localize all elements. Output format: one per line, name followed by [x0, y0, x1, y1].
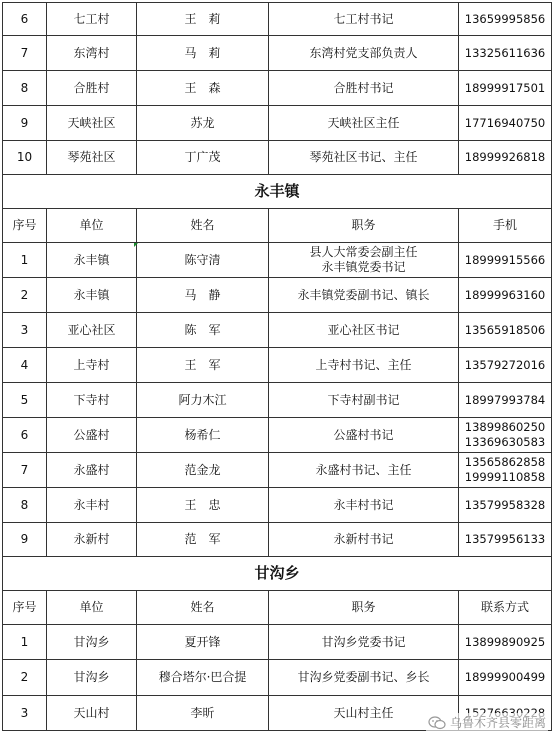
column-header-name: 姓名: [137, 591, 269, 625]
watermark: [426, 713, 548, 732]
table-header-row: [3, 209, 552, 243]
cell-unit: [47, 141, 137, 175]
cell-line: 丁广茂: [184, 150, 221, 164]
cell-line: 甘沟乡党委副书记、乡长: [297, 670, 430, 684]
cell-line: 甘沟乡: [73, 634, 110, 649]
cell-line: 7: [20, 462, 29, 477]
table-row: [3, 383, 552, 418]
cell-line: 琴苑社区书记、主任: [309, 150, 418, 164]
cell-line: 东湾村党支部负责人: [309, 45, 418, 60]
table-row: [3, 660, 552, 696]
cell-name: [137, 383, 269, 418]
cell-line: 下寺村副书记: [327, 392, 400, 407]
cell-line: 永丰村: [73, 497, 110, 512]
cell-phone: [459, 36, 552, 71]
table-header-row: [3, 591, 552, 625]
cell-name: [137, 106, 269, 141]
cell-unit: [47, 696, 137, 731]
cell-position: [269, 141, 459, 175]
cell-position: [269, 71, 459, 106]
cell-name: [137, 141, 269, 175]
cell-line: 下寺村: [73, 392, 110, 407]
cell-unit: [47, 36, 137, 71]
cell-line: 2: [20, 670, 29, 684]
cell-line: 马 静: [184, 287, 221, 302]
cell-unit: [47, 418, 137, 453]
cell-name: [137, 453, 269, 488]
cell-line: 3: [20, 322, 29, 337]
cell-line: 上寺村书记、主任: [315, 357, 412, 372]
section-title: 甘沟乡: [3, 557, 552, 591]
cell-unit: [47, 348, 137, 383]
cell-line: 永丰镇: [73, 252, 110, 267]
cell-name: [137, 523, 269, 557]
cell-line: 永丰镇党委副书记、镇长: [297, 287, 430, 302]
cell-line: 李昕: [190, 705, 215, 720]
cell-line: 范 军: [184, 532, 221, 546]
cell-line: 8: [20, 497, 29, 512]
cell-line: 19999110858: [464, 470, 546, 484]
column-header-unit: 单位: [47, 591, 137, 625]
cell-unit: [47, 383, 137, 418]
cell-position: [269, 243, 459, 278]
cell-line: 公盛村: [73, 427, 110, 442]
cell-line: 13659995856: [464, 11, 546, 26]
table-row: [3, 36, 552, 71]
cell-line: 13899890925: [464, 634, 546, 649]
column-header-position: 职务: [269, 209, 459, 243]
column-header-unit: 单位: [47, 209, 137, 243]
cell-phone: [459, 523, 552, 557]
cell-phone: [459, 488, 552, 523]
table-row: [3, 453, 552, 488]
cell-position: [269, 348, 459, 383]
column-header-phone: 手机: [459, 209, 552, 243]
section-title: 永丰镇: [3, 175, 552, 209]
cell-unit: [47, 453, 137, 488]
cell-unit: [47, 243, 137, 278]
table-row: [3, 348, 552, 383]
cell-line: 8: [20, 80, 29, 95]
cell-line: 6: [20, 427, 29, 442]
cell-line: 七工村: [73, 11, 110, 26]
cell-corner-mark: [134, 243, 138, 247]
table-row: [3, 488, 552, 523]
cell-line: 天峡社区主任: [327, 115, 400, 130]
cell-line: 13579956133: [464, 532, 546, 546]
cell-unit: [47, 625, 137, 660]
cell-name: [137, 488, 269, 523]
cell-line: 3: [20, 705, 29, 720]
cell-phone: [459, 106, 552, 141]
cell-phone: [459, 3, 552, 36]
cell-position: [269, 488, 459, 523]
cell-index: [3, 348, 47, 383]
cell-name: [137, 3, 269, 36]
cell-index: [3, 36, 47, 71]
cell-name: [137, 696, 269, 731]
cell-line: 甘沟乡: [73, 670, 110, 684]
cell-line: 穆合塔尔·巴合提: [158, 670, 247, 684]
cell-position: [269, 418, 459, 453]
contact-table: [2, 2, 552, 731]
cell-line: 七工村书记: [333, 11, 394, 26]
section-title-row: [3, 175, 552, 209]
cell-line: 18997993784: [464, 392, 546, 407]
cell-position: [269, 278, 459, 313]
cell-position: [269, 453, 459, 488]
cell-index: [3, 278, 47, 313]
cell-phone: [459, 660, 552, 696]
cell-position: [269, 523, 459, 557]
table-row: [3, 625, 552, 660]
cell-unit: [47, 278, 137, 313]
cell-line: 甘沟乡党委书记: [321, 634, 406, 649]
cell-line: 陈 军: [184, 322, 221, 337]
cell-position: [269, 383, 459, 418]
cell-position: [269, 625, 459, 660]
table-row: [3, 523, 552, 557]
cell-line: 夏开锋: [184, 634, 221, 649]
table-row: [3, 243, 552, 278]
cell-name: [137, 313, 269, 348]
cell-index: [3, 383, 47, 418]
cell-line: 9: [20, 532, 29, 546]
cell-line: 亚心社区: [67, 322, 116, 337]
cell-position: [269, 313, 459, 348]
cell-line: 亚心社区书记: [327, 322, 400, 337]
cell-line: 苏龙: [190, 115, 215, 130]
cell-phone: [459, 453, 552, 488]
cell-line: 永丰镇: [73, 287, 110, 302]
column-header-index: 序号: [3, 209, 47, 243]
cell-line: 13369630583: [464, 435, 546, 449]
table-row: [3, 313, 552, 348]
cell-line: 东湾村: [73, 45, 110, 60]
cell-line: 5: [20, 392, 29, 407]
cell-position: [269, 3, 459, 36]
column-header-name: 姓名: [137, 209, 269, 243]
cell-name: [137, 348, 269, 383]
cell-line: 1: [20, 634, 29, 649]
cell-line: 县人大常委会副主任: [309, 245, 418, 259]
cell-index: [3, 313, 47, 348]
cell-line: 永新村: [73, 532, 110, 546]
cell-name: [137, 243, 269, 278]
cell-phone: [459, 383, 552, 418]
cell-line: 永盛村书记、主任: [315, 462, 412, 477]
cell-line: 天山村: [73, 705, 110, 720]
watermark-text: 乌鲁木齐县零距离: [449, 716, 546, 730]
cell-phone: [459, 625, 552, 660]
cell-index: [3, 71, 47, 106]
cell-line: 陈守清: [184, 252, 221, 267]
cell-line: 13579272016: [464, 357, 546, 372]
table-row: [3, 3, 552, 36]
table-row: [3, 278, 552, 313]
table-row: [3, 418, 552, 453]
cell-line: 上寺村: [73, 357, 110, 372]
cell-line: 9: [20, 115, 29, 130]
cell-name: [137, 418, 269, 453]
cell-line: 王 忠: [184, 497, 221, 512]
cell-line: 王 森: [184, 80, 221, 95]
cell-index: [3, 243, 47, 278]
column-header-index: 序号: [3, 591, 47, 625]
cell-phone: [459, 278, 552, 313]
cell-position: [269, 660, 459, 696]
cell-index: [3, 106, 47, 141]
cell-line: 18999900499: [464, 670, 546, 684]
cell-unit: [47, 523, 137, 557]
cell-unit: [47, 71, 137, 106]
cell-line: 13565918506: [464, 322, 546, 337]
cell-name: [137, 71, 269, 106]
column-header-position: 职务: [269, 591, 459, 625]
cell-line: 18999926818: [464, 150, 546, 164]
cell-line: 合胜村: [73, 80, 110, 95]
cell-index: [3, 696, 47, 731]
cell-index: [3, 141, 47, 175]
cell-phone: [459, 313, 552, 348]
cell-line: 马 莉: [184, 45, 221, 60]
cell-line: 18999915566: [464, 252, 546, 267]
cell-index: [3, 660, 47, 696]
cell-name: [137, 625, 269, 660]
cell-unit: [47, 106, 137, 141]
cell-unit: [47, 660, 137, 696]
cell-line: 永新村书记: [333, 532, 394, 546]
column-header-phone: 联系方式: [459, 591, 552, 625]
cell-line: 阿力木江: [178, 392, 227, 407]
cell-index: [3, 453, 47, 488]
cell-name: [137, 278, 269, 313]
cell-line: 13579958328: [464, 497, 546, 512]
cell-line: 13325611636: [464, 45, 546, 60]
cell-line: 10: [16, 150, 33, 164]
cell-name: [137, 660, 269, 696]
cell-line: 17716940750: [464, 115, 546, 130]
cell-line: 4: [20, 357, 29, 372]
cell-line: 永盛村: [73, 462, 110, 477]
cell-line: 杨希仁: [184, 427, 221, 442]
cell-unit: [47, 3, 137, 36]
cell-line: 王 莉: [184, 11, 221, 26]
section-title-row: [3, 557, 552, 591]
cell-line: 2: [20, 287, 29, 302]
cell-phone: [459, 418, 552, 453]
cell-line: 天山村主任: [333, 705, 394, 720]
cell-position: [269, 106, 459, 141]
cell-position: [269, 36, 459, 71]
cell-line: 永丰村书记: [333, 497, 394, 512]
cell-line: 合胜村书记: [333, 80, 394, 95]
cell-line: 王 军: [184, 357, 221, 372]
cell-index: [3, 418, 47, 453]
cell-line: 7: [20, 45, 29, 60]
cell-line: 范金龙: [184, 462, 221, 477]
cell-line: 13899860250: [464, 420, 546, 434]
cell-line: 18999963160: [464, 287, 546, 302]
cell-phone: [459, 71, 552, 106]
wechat-icon: [428, 716, 446, 730]
cell-index: [3, 625, 47, 660]
cell-unit: [47, 313, 137, 348]
table-row: [3, 106, 552, 141]
cell-line: 永丰镇党委书记: [321, 260, 406, 274]
cell-unit: [47, 488, 137, 523]
cell-line: 13565862858: [464, 455, 546, 469]
cell-index: [3, 488, 47, 523]
cell-phone: [459, 348, 552, 383]
cell-index: [3, 523, 47, 557]
cell-line: 18999917501: [464, 80, 546, 95]
cell-phone: [459, 141, 552, 175]
cell-phone: [459, 243, 552, 278]
table-row: [3, 71, 552, 106]
cell-name: [137, 36, 269, 71]
cell-line: 琴苑社区: [67, 150, 116, 164]
cell-line: 6: [20, 11, 29, 26]
cell-line: 天峡社区: [67, 115, 116, 130]
cell-index: [3, 3, 47, 36]
cell-line: 1: [20, 252, 29, 267]
table-row: [3, 141, 552, 175]
cell-line: 公盛村书记: [333, 427, 394, 442]
